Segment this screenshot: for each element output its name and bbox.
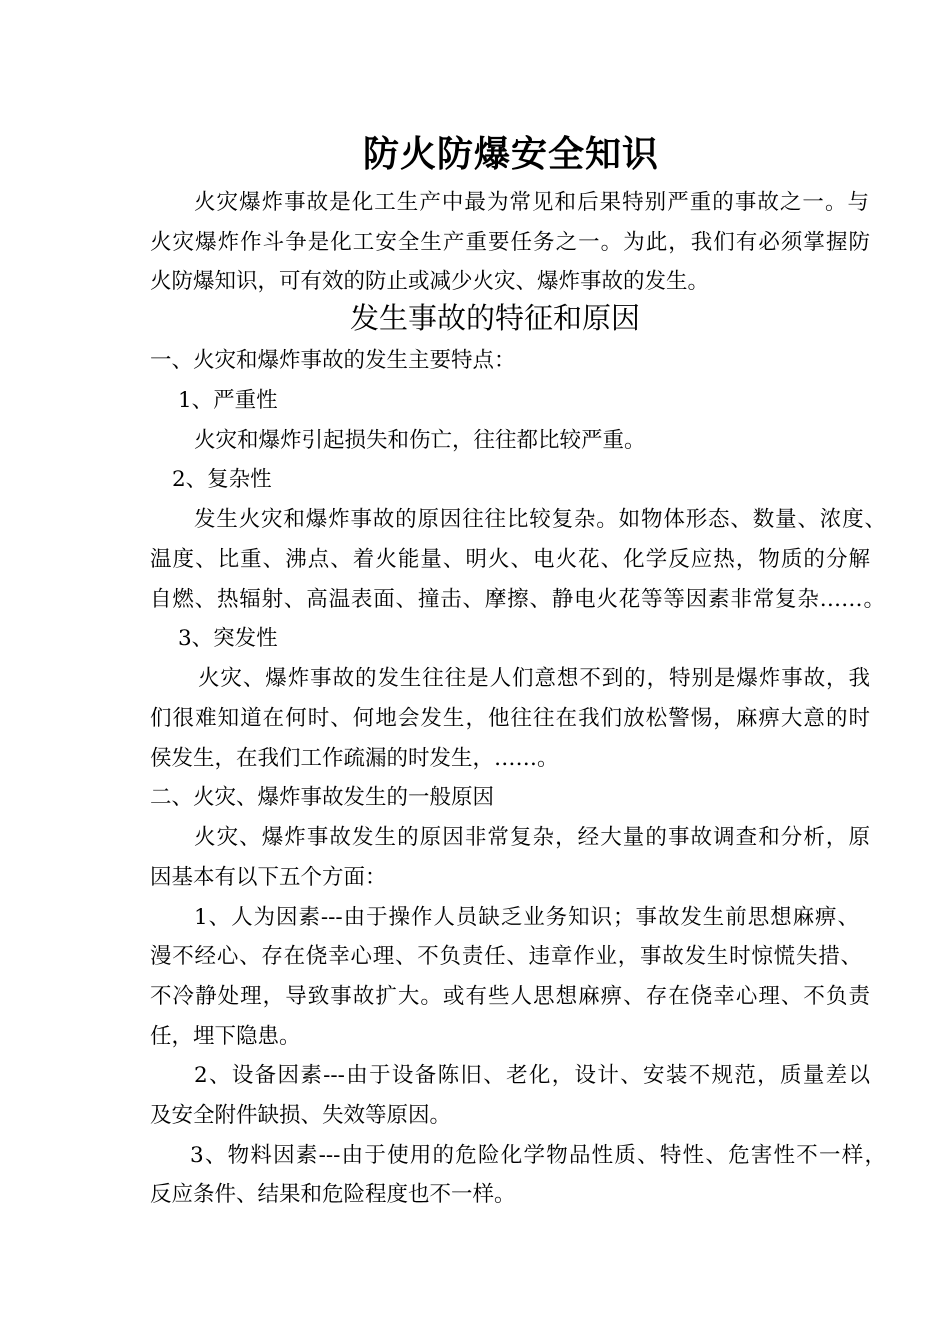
intro-line-3: 火防爆知识，可有效的防止或减少火灾、爆炸事故的发生。 [150, 269, 710, 294]
item3-text-line-2: 们很难知道在何时、何地会发生，他往往在我们放松警惕，麻痹大意的时 [150, 706, 870, 731]
factor3-line-1: 3、物料因素---由于使用的危险化学物品性质、特性、危害性不一样， [190, 1143, 886, 1168]
item2-text-line-3: 自燃、热辐射、高温表面、撞击、摩擦、静电火花等等因素非常复杂……。 [150, 587, 885, 612]
factor3-line-2: 反应条件、结果和危险程度也不一样。 [150, 1182, 516, 1207]
part1-heading: 一、火灾和爆炸事故的发生主要特点： [150, 348, 516, 373]
factor1-line-1: 1、人为因素---由于操作人员缺乏业务知识；事故发生前思想麻痹、 [194, 905, 859, 930]
factor1-line-3: 不冷静处理，导致事故扩大。或有些人思想麻痹、存在侥幸心理、不负责 [150, 984, 870, 1009]
item3-label: 3、突发性 [178, 626, 278, 651]
item3-text-line-1: 火灾、爆炸事故的发生往往是人们意想不到的，特别是爆炸事故，我 [198, 666, 870, 691]
document-title: 防火防爆安全知识 [362, 133, 659, 175]
factor2-line-2: 及安全附件缺损、失效等原因。 [150, 1103, 452, 1128]
part2-intro-line-1: 火灾、爆炸事故发生的原因非常复杂，经大量的事故调查和分析，原 [194, 825, 870, 850]
item3-text-line-3: 侯发生，在我们工作疏漏的时发生，……。 [150, 746, 559, 771]
item2-label: 2、复杂性 [172, 467, 272, 492]
intro-line-2: 火灾爆炸作斗争是化工安全生产重要任务之一。为此，我们有必须掌握防 [150, 230, 870, 255]
intro-line-1: 火灾爆炸事故是化工生产中最为常见和后果特别严重的事故之一。与 [194, 190, 869, 215]
item2-text-line-2: 温度、比重、沸点、着火能量、明火、电火花、化学反应热，物质的分解 [150, 547, 870, 572]
item2-text-line-1: 发生火灾和爆炸事故的原因往往比较复杂。如物体形态、数量、浓度、 [194, 507, 886, 532]
item1-label: 1、严重性 [178, 388, 278, 413]
part2-heading: 二、火灾、爆炸事故发生的一般原因 [150, 785, 495, 810]
factor1-line-2: 漫不经心、存在侥幸心理、不负责任、违章作业，事故发生时惊慌失措、 [150, 944, 862, 969]
item1-text-line-1: 火灾和爆炸引起损失和伤亡，往往都比较严重。 [194, 428, 646, 453]
part2-intro-line-2: 因基本有以下五个方面： [150, 865, 387, 890]
factor1-line-4: 任，埋下隐患。 [150, 1024, 301, 1049]
section-title: 发生事故的特征和原因 [349, 301, 640, 335]
factor2-line-1: 2、设备因素---由于设备陈旧、老化，设计、安装不规范，质量差以 [194, 1063, 870, 1088]
